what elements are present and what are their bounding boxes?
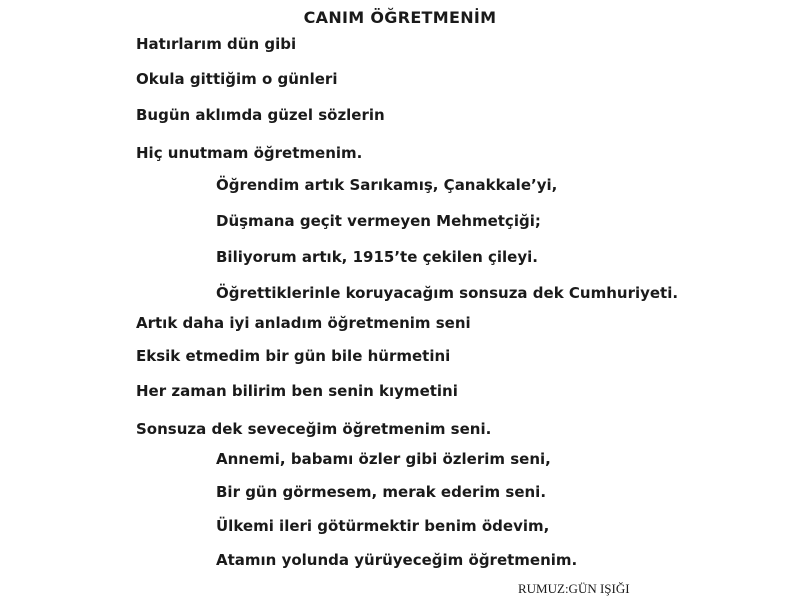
poem-line: Sonsuza dek seveceğim öğretmenim seni. [136,420,492,438]
poem-line: Atamın yolunda yürüyeceğim öğretmenim. [216,551,578,569]
poem-line: Hiç unutmam öğretmenim. [136,144,363,162]
poem-line: Bugün aklımda güzel sözlerin [136,106,385,124]
poem-line: Okula gittiğim o günleri [136,70,338,88]
poem-line: Ülkemi ileri götürmektir benim ödevim, [216,517,550,535]
poem-title: CANIM ÖĞRETMENİM [303,8,497,27]
poem-line: Artık daha iyi anladım öğretmenim seni [136,314,471,332]
poem-line: Biliyorum artık, 1915’te çekilen çileyi. [216,248,538,266]
poem-line: Hatırlarım dün gibi [136,35,297,53]
poem-line: Bir gün görmesem, merak ederim seni. [216,483,547,501]
poem-line: Öğrettiklerinle koruyacağım sonsuza dek Cumhuriyeti. [216,284,679,302]
poem-line: Öğrendim artık Sarıkamış, Çanakkale’yi, [216,176,558,194]
poem-line: Eksik etmedim bir gün bile hürmetini [136,347,451,365]
author-signature: RUMUZ:GÜN IŞIĞI [518,581,630,596]
poem-line: Annemi, babamı özler gibi özlerim seni, [216,450,551,468]
poem-line: Her zaman bilirim ben senin kıymetini [136,382,458,400]
poem-line: Düşmana geçit vermeyen Mehmetçiği; [216,212,541,230]
